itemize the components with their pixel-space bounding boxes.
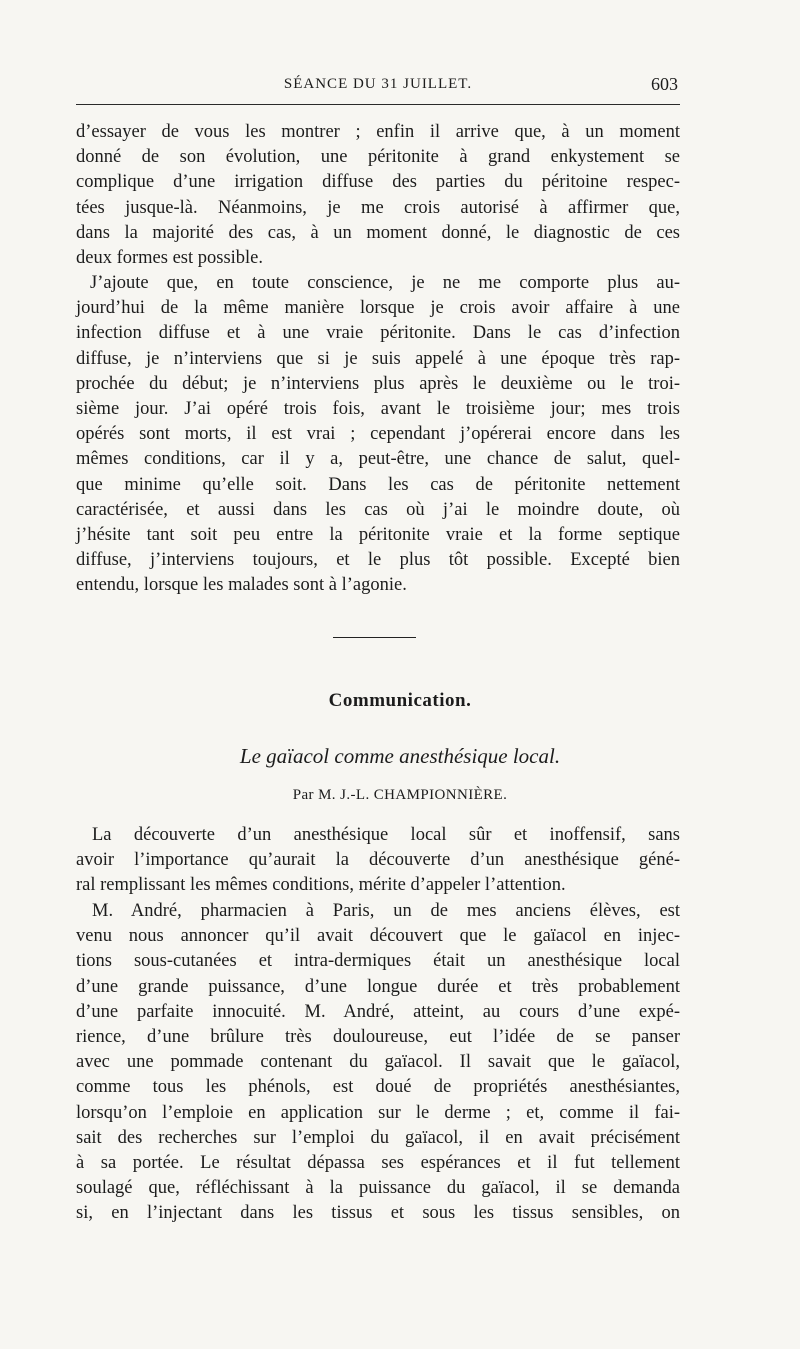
text-line: à sa portée. Le résultat dépassa ses espérances et il fut tellement [76,1152,680,1173]
text-line: diffuse, je n’interviens que si je suis appelé à une époque très rap- [76,348,680,369]
text-line: d’une parfaite innocuité. M. André, atteint, au cours d’une expé- [76,1001,680,1022]
text-line: rience, d’une brûlure très douloureuse, eut l’idée de se panser [76,1026,680,1047]
text-line: donné de son évolution, une péritonite à grand enkystement se [76,147,680,168]
text-line: avoir l’importance qu’aurait la découverte d’un anesthésique géné- [76,850,680,871]
running-title: SÉANCE DU 31 JUILLET. [283,76,473,92]
text-line: J’ajoute que, en toute conscience, je ne me comporte plus au- [90,273,680,293]
header-rule [76,104,680,105]
text-line: diffuse, j’interviens toujours, et le plus tôt possible. Excepté bien [76,550,680,571]
text-line: deux formes est possible. [76,247,264,268]
text-line: mêmes conditions, car il y a, peut-être, une chance de salut, quel- [76,449,680,470]
text-line: caractérisée, et aussi dans les cas où j’ai le moindre doute, où [76,499,680,520]
text-line: d’essayer de vous les montrer ; enfin il arrive que, à un moment [76,122,680,142]
text-line: sième jour. J’ai opéré trois fois, avant le troisième jour; mes trois [76,398,680,419]
text-line: sait des recherches sur l’emploi du gaïacol, il en avait précisément [76,1127,680,1148]
text-line: tions sous-cutanées et intra-dermiques était un anesthésique local [76,951,680,972]
text-line: complique d’une irrigation diffuse des parties du péritoine respec- [76,172,680,193]
byline: Par M. J.-L. CHAMPIONNIÈRE. [292,787,508,803]
text-line: ral remplissant les mêmes conditions, mérite d’appeler l’attention. [76,875,566,896]
text-line: si, en l’injectant dans les tissus et sous les tissus sensibles, on [76,1203,680,1224]
text-line: d’une grande puissance, d’une longue durée et très probablement [76,976,680,997]
text-line: opérés sont morts, il est vrai ; cependant j’opérerai encore dans les [76,424,680,445]
text-line: M. André, pharmacien à Paris, un de mes anciens élèves, est [92,901,680,921]
text-line: soulagé que, réfléchissant à la puissance du gaïacol, il se demanda [76,1178,680,1199]
section-divider [333,637,416,638]
text-line: entendu, lorsque les malades sont à l’agonie. [76,575,407,596]
text-line: jourd’hui de la même manière lorsque je crois avoir affaire à une [76,298,680,319]
paragraph-2 [76,271,680,598]
text-line: avec une pommade contenant du gaïacol. Il savait que le gaïacol, [76,1052,680,1073]
paragraph-4 [76,899,680,1226]
text-line: comme tous les phénols, est doué de propriétés anesthésiantes, [76,1077,680,1098]
page-number: 603 [651,74,678,94]
section-heading: Communication. [328,690,472,711]
text-line: tées jusque-là. Néanmoins, je me crois autorisé à affirmer que, [76,197,680,218]
article-title: Le gaïacol comme anesthésique local. [239,744,561,768]
text-line: venu nous annoncer qu’il avait découvert que le gaïacol en injec- [76,926,680,947]
page-header [76,76,680,100]
text-line: infection diffuse et à une vraie péritonite. Dans le cas d’infection [76,323,680,344]
text-line: lorsqu’on l’emploie en application sur le derme ; et, comme il fai- [76,1102,680,1123]
text-line: prochée du début; je n’interviens plus après le deuxième ou le troi- [76,373,680,394]
paragraph-1 [76,120,680,271]
text-line: que minime qu’elle soit. Dans les cas de péritonite nettement [76,474,680,495]
paragraph-3 [76,823,680,899]
text-line: La découverte d’un anesthésique local sûr et inoffensif, sans [92,825,680,845]
text-line: j’hésite tant soit peu entre la péritonite vraie et la forme septique [76,524,680,545]
text-line: dans la majorité des cas, à un moment donné, le diagnostic de ces [76,222,680,243]
